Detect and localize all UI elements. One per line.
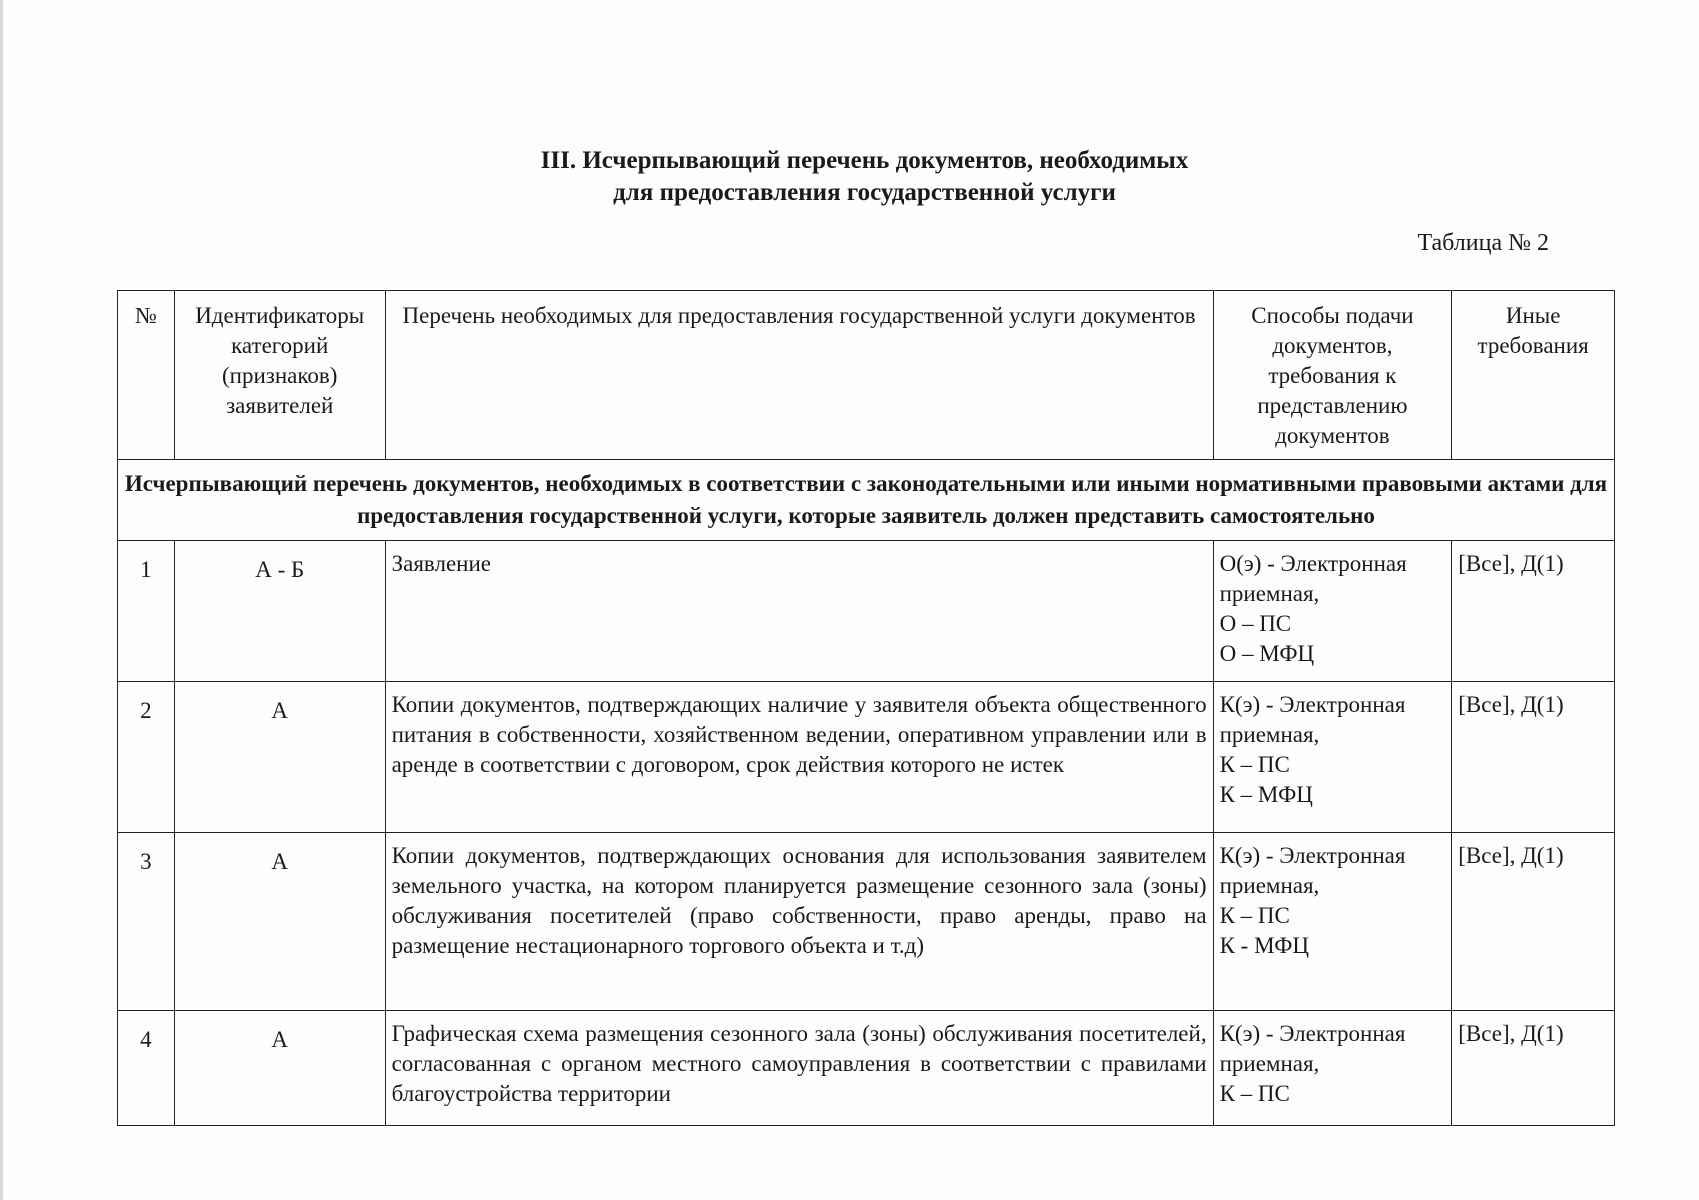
header-row bbox=[118, 291, 1615, 460]
row-num: 4 bbox=[118, 1011, 175, 1126]
header-identifiers: Идентификаторы категорий (признаков) заявителей bbox=[174, 291, 385, 460]
title-line-1: III. Исчерпывающий перечень документов, необходимых bbox=[540, 147, 1189, 174]
method-line: К – ПС bbox=[1219, 1081, 1290, 1106]
row-identifier: А bbox=[174, 682, 385, 833]
row-num: 1 bbox=[118, 541, 175, 682]
table-row bbox=[118, 541, 1615, 682]
header-other: Иные требования bbox=[1452, 291, 1615, 460]
row-methods bbox=[1213, 833, 1452, 1011]
row-num: 3 bbox=[118, 833, 175, 1011]
section-heading-row bbox=[118, 460, 1615, 541]
table-label: Таблица № 2 bbox=[1417, 230, 1549, 256]
title-line-2: для предоставления государственной услуги bbox=[613, 179, 1116, 206]
method-line: К - МФЦ bbox=[1219, 933, 1310, 958]
method-line: О – ПС bbox=[1219, 611, 1292, 636]
method-line: К(э) - Электронная bbox=[1219, 1021, 1406, 1046]
method-line: О(э) - Электронная bbox=[1219, 551, 1407, 576]
row-identifier: А bbox=[174, 1011, 385, 1126]
method-line: приемная, bbox=[1219, 1051, 1320, 1076]
row-document: Копии документов, подтверждающих наличие у заявителя объекта общественного питания в собственности, хозяйственном ведении, оперативном управлении или в аренде в соответствии с договором, срок действия которого не истек bbox=[385, 682, 1213, 833]
header-methods: Способы подачи документов, требования к представлению документов bbox=[1213, 291, 1452, 460]
row-other: [Все], Д(1) bbox=[1452, 1011, 1615, 1126]
row-methods bbox=[1213, 541, 1452, 682]
row-other: [Все], Д(1) bbox=[1452, 833, 1615, 1011]
table-row bbox=[118, 1011, 1615, 1126]
method-line: приемная, bbox=[1219, 722, 1320, 747]
header-num: № bbox=[118, 291, 175, 460]
row-document: Заявление bbox=[385, 541, 1213, 682]
method-line: приемная, bbox=[1219, 873, 1320, 898]
row-document: Графическая схема размещения сезонного зала (зоны) обслуживания посетителей, согласованная с органом местного самоуправления в соответствии с правилами благоустройства территории bbox=[385, 1011, 1213, 1126]
row-methods bbox=[1213, 1011, 1452, 1126]
header-documents: Перечень необходимых для предоставления государственной услуги документов bbox=[385, 291, 1213, 460]
method-line: О – МФЦ bbox=[1219, 641, 1315, 666]
method-line: К – ПС bbox=[1219, 752, 1290, 777]
row-other: [Все], Д(1) bbox=[1452, 541, 1615, 682]
row-identifier: А bbox=[174, 833, 385, 1011]
table-row bbox=[118, 833, 1615, 1011]
row-methods bbox=[1213, 682, 1452, 833]
method-line: К – ПС bbox=[1219, 903, 1290, 928]
method-line: К(э) - Электронная bbox=[1219, 692, 1406, 717]
row-other: [Все], Д(1) bbox=[1452, 682, 1615, 833]
method-line: К(э) - Электронная bbox=[1219, 843, 1406, 868]
section-heading: Исчерпывающий перечень документов, необходимых в соответствии с законодательными или иными нормативными правовыми актами для предоставления государственной услуги, которые заявитель должен представить самостоятельно bbox=[118, 460, 1615, 541]
method-line: приемная, bbox=[1219, 581, 1320, 606]
document-title bbox=[0, 145, 1699, 209]
table-row bbox=[118, 682, 1615, 833]
row-num: 2 bbox=[118, 682, 175, 833]
row-document: Копии документов, подтверждающих основания для использования заявителем земельного участка, на котором планируется размещение сезонного зала (зоны) обслуживания посетителей (право собственности, право аренды, право на размещение нестационарного торгового объекта и т.д) bbox=[385, 833, 1213, 1011]
method-line: К – МФЦ bbox=[1219, 782, 1313, 807]
row-identifier: А - Б bbox=[174, 541, 385, 682]
documents-table bbox=[117, 290, 1615, 1126]
